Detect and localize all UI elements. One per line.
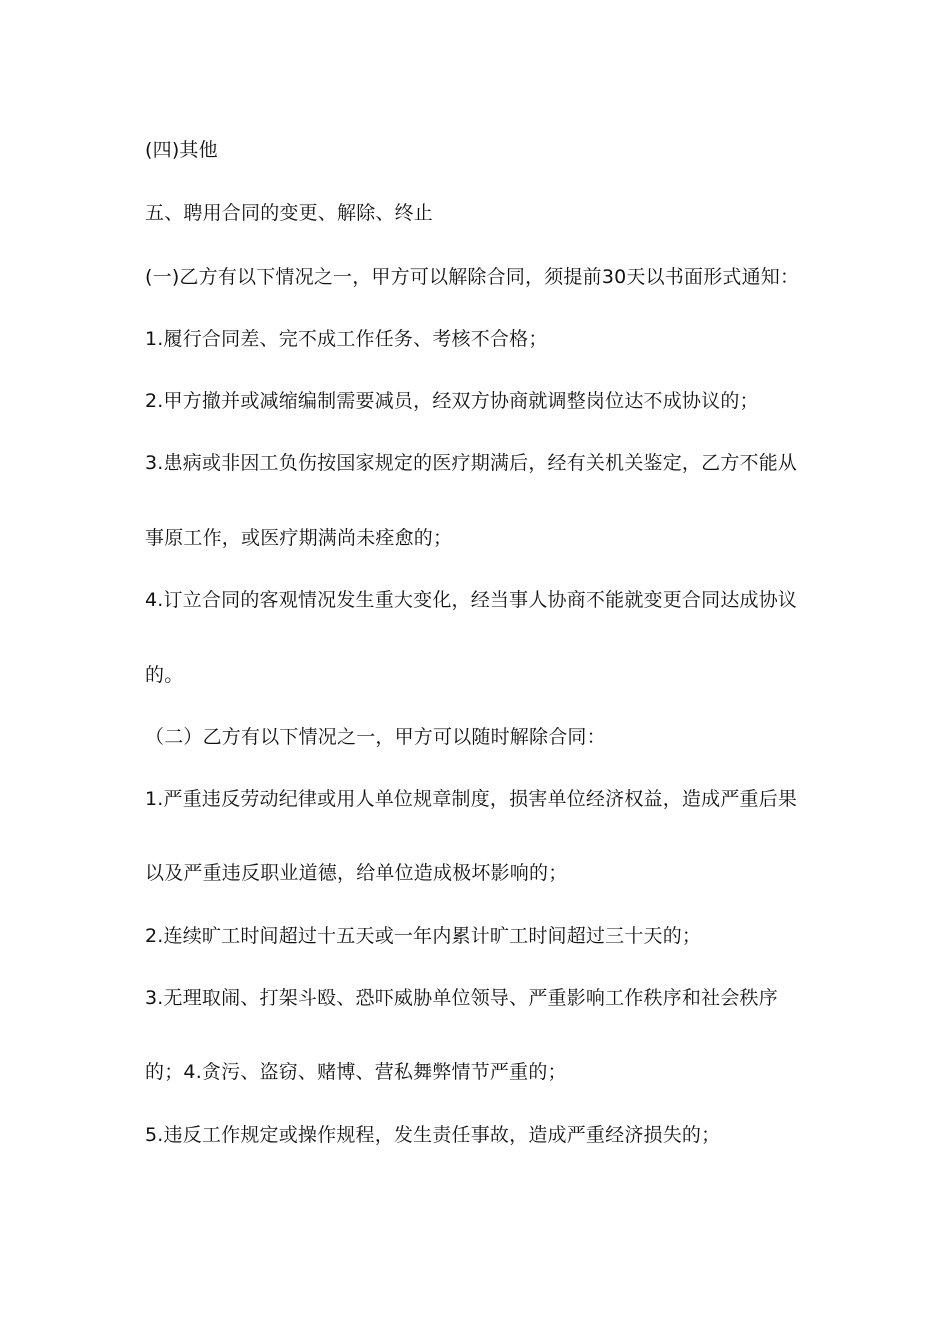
- section-heading-other: (四)其他: [145, 139, 218, 161]
- clause-line: 3.无理取闹、打架斗殴、恐吓威胁单位领导、严重影响工作秩序和社会秩序: [145, 987, 778, 1009]
- section-heading-contract-change: 五、聘用合同的变更、解除、终止: [145, 202, 434, 224]
- clause-line: 1.严重违反劳动纪律或用人单位规章制度，损害单位经济权益，造成严重后果: [145, 788, 798, 810]
- clause-line: 5.违反工作规定或操作规程，发生责任事故，造成严重经济损失的；: [145, 1124, 721, 1146]
- clause-line: 2.连续旷工时间超过十五天或一年内累计旷工时间超过三十天的；: [145, 925, 702, 947]
- clause-line-continued: 的。: [145, 664, 184, 686]
- clause-line: 3.患病或非因工负伤按国家规定的医疗期满后，经有关机关鉴定，乙方不能从: [145, 452, 798, 474]
- subsection-heading-two: （二）乙方有以下情况之一，甲方可以随时解除合同：: [145, 726, 606, 748]
- clause-line-continued: 以及严重违反职业道德，给单位造成极坏影响的；: [145, 862, 568, 884]
- clause-line: 4.订立合同的客观情况发生重大变化，经当事人协商不能就变更合同达成协议: [145, 589, 798, 611]
- clause-line-continued: 事原工作，或医疗期满尚未痊愈的；: [145, 527, 453, 549]
- clause-line: 2.甲方撤并或减缩编制需要减员，经双方协商就调整岗位达不成协议的；: [145, 390, 759, 412]
- clause-line: 1.履行合同差、完不成工作任务、考核不合格；: [145, 328, 548, 350]
- clause-line-continued: 的；4.贪污、盗窃、赌博、营私舞弊情节严重的；: [145, 1061, 567, 1083]
- subsection-heading-one: (一)乙方有以下情况之一，甲方可以解除合同，须提前30天以书面形式通知：: [145, 266, 800, 288]
